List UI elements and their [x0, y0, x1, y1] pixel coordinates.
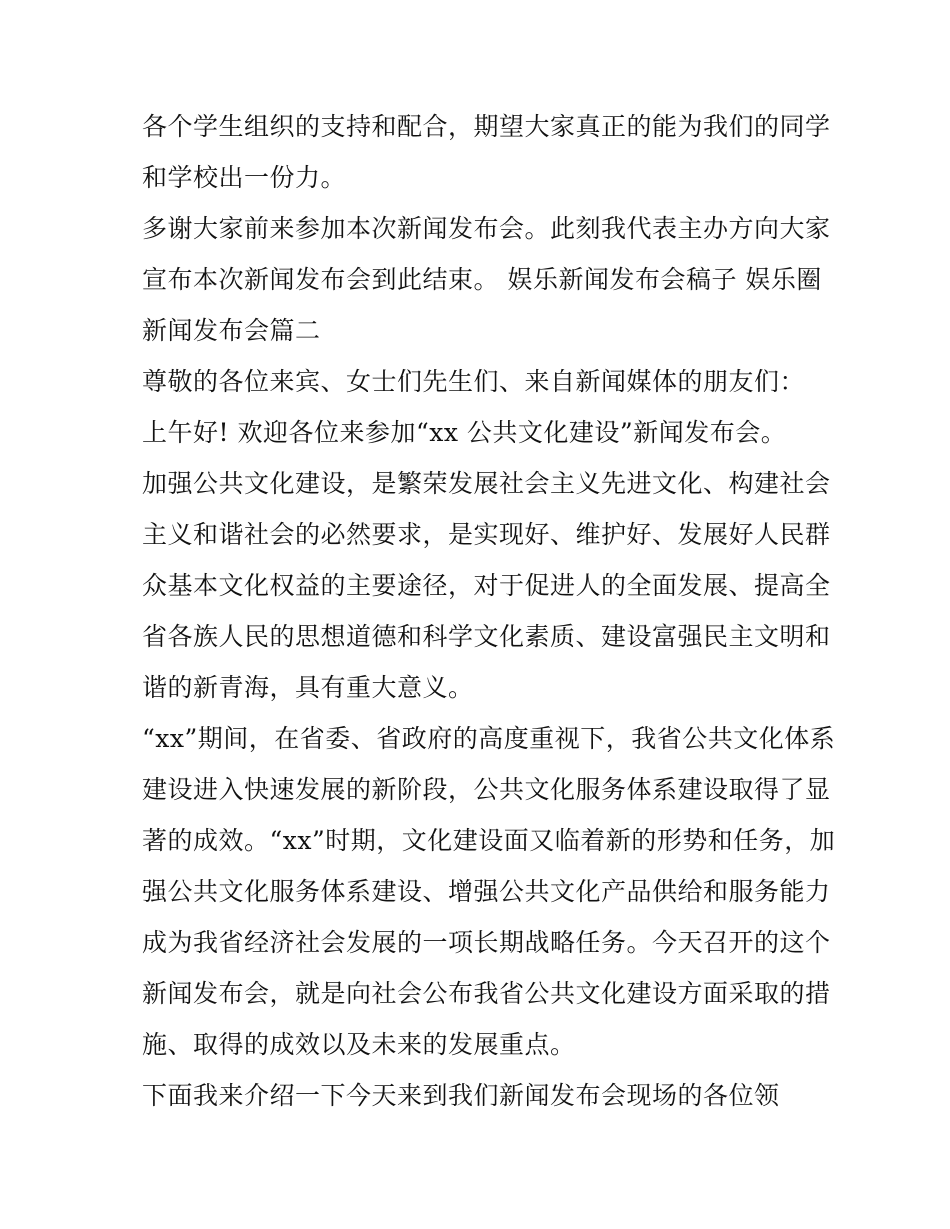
text-line: 各个学生组织的支持和配合，期望大家真正的能为我们的同学: [142, 112, 831, 141]
text-line: 上午好! 欢迎各位来参加“xx 公共文化建设”新闻发布会。: [142, 418, 787, 447]
text-line: 建设进入快速发展的新阶段，公共文化服务体系建设取得了显: [142, 775, 831, 804]
text-line: 下面我来介绍一下今天来到我们新闻发布会现场的各位领: [142, 1081, 780, 1110]
text-line: 省各族人民的思想道德和科学文化素质、建设富强民主文明和: [142, 622, 831, 651]
text-line: 多谢大家前来参加本次新闻发布会。此刻我代表主办方向大家: [142, 214, 831, 243]
text-line: 加强公共文化建设，是繁荣发展社会主义先进文化、构建社会: [142, 469, 831, 498]
text-line: 新闻发布会，就是向社会公布我省公共文化建设方面采取的措: [142, 979, 831, 1008]
text-line: “xx”期间，在省委、省政府的高度重视下，我省公共文化体系: [142, 724, 836, 753]
text-line: 施、取得的成效以及未来的发展重点。: [142, 1030, 576, 1059]
text-line: 强公共文化服务体系建设、增强公共文化产品供给和服务能力: [142, 877, 831, 906]
text-line: 谐的新青海，具有重大意义。: [142, 673, 474, 702]
text-line: 尊敬的各位来宾、女士们先生们、来自新闻媒体的朋友们：: [142, 367, 806, 396]
text-line: 宣布本次新闻发布会到此结束。 娱乐新闻发布会稿子 娱乐圈: [142, 265, 822, 294]
text-line: 和学校出一份力。: [142, 163, 347, 192]
text-line: 主义和谐社会的必然要求，是实现好、维护好、发展好人民群: [142, 520, 831, 549]
section-heading-line: 新闻发布会篇二: [142, 316, 321, 345]
text-line: 众基本文化权益的主要途径，对于促进人的全面发展、提高全: [142, 571, 831, 600]
text-line: 著的成效。“xx”时期，文化建设面又临着新的形势和任务，加: [142, 826, 836, 855]
text-line: 成为我省经济社会发展的一项长期战略任务。今天召开的这个: [142, 928, 831, 957]
document-body: [142, 101, 836, 1121]
